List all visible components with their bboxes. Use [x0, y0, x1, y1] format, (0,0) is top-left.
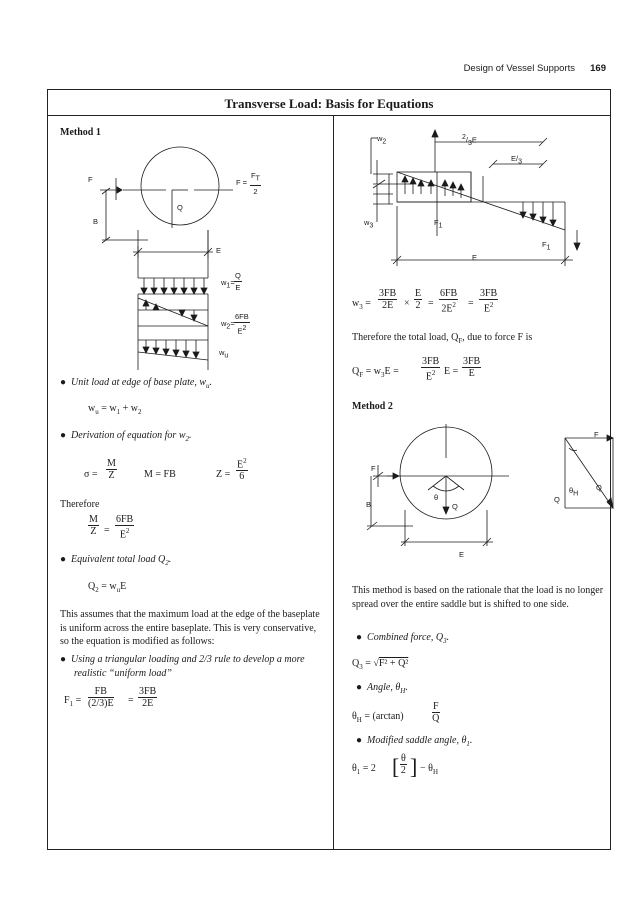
fig3-theta-label: θ: [434, 493, 439, 502]
fig1-F-eq: F =: [236, 178, 248, 187]
eq-qf-frac1: $\frac{3FB}{E^2}$: [422, 356, 440, 383]
eq-thetaH-frac: $\frac{F}{Q}$: [432, 701, 440, 724]
title-bar: [48, 90, 610, 116]
fig2-w2-label: w2: [377, 134, 387, 146]
fig1-w2-frac: $\frac{6FB}{E2}$: [235, 312, 249, 336]
eq-qf-E: E =: [444, 366, 459, 377]
fig2-F1-label: F1: [434, 218, 443, 230]
eq-Z-lhs: Z =: [216, 469, 231, 480]
page-title: Transverse Load: Basis for Equations: [224, 96, 434, 111]
fig2-E-third: E/3: [511, 154, 523, 166]
eq-w3-eq2: =: [428, 298, 434, 309]
fig3-Q-right-label: Q: [596, 483, 602, 492]
bullet-angle: ● Angle, $\theta_H$.: [356, 682, 408, 695]
fig3-F-right-label: F: [594, 430, 599, 439]
fig3-Q-left-label: Q: [554, 495, 560, 504]
eq-qf-frac2: $\frac{3FB}{E}$: [463, 356, 481, 379]
eq-MZ-frac: $\frac{M}{Z}$: [89, 514, 98, 537]
figure-method1: [48, 130, 333, 370]
fig3-B-label: B: [366, 500, 372, 509]
eq-thetaH-lhs: $\theta_H = (\arctan)$: [352, 711, 404, 724]
page-number: 169: [590, 63, 606, 74]
fig3-F-label: F: [371, 464, 376, 473]
running-title: Design of Vessel Supports: [463, 63, 575, 74]
fig1-w1-label: w1=: [221, 278, 235, 290]
bullet-unit-load: ● Unit load at edge of base plate, $w_u$.: [60, 377, 213, 390]
fig3-thetaH-label: θH: [569, 486, 579, 498]
content-frame: [47, 89, 611, 850]
eq-6FB-frac: $\frac{6FB}{E^2}$: [116, 514, 134, 541]
eq-theta1-lhs: $\theta_1 = 2$: [352, 763, 376, 776]
method1-heading: Method 1: [60, 127, 101, 138]
eq-M: M = FB: [144, 469, 176, 480]
eq-q3: $Q_3 = √F^2 + Q^2$: [352, 658, 409, 671]
fig2-w3-label: w3: [364, 218, 374, 230]
fig2-F1-right-label: F1: [542, 240, 551, 252]
eq-theta1-frac: $\frac{\theta}{2}$: [400, 753, 406, 776]
therefore-total-load: Therefore the total load, $Q_F$, due to force F is: [352, 332, 533, 345]
bullet-triangular: ● Using a triangular loading and 2/3 rule to develop a more realistic “uniform load”: [60, 654, 305, 679]
fig1-wu-label: wu: [219, 348, 229, 360]
fig1-FT-over-2: $\frac{FT}{2}$: [251, 171, 260, 196]
fig1-F-label: F: [88, 175, 93, 184]
eq-theta1-rest: − $\theta_H$: [420, 763, 438, 776]
eq-theta1-bracket-open: [: [392, 754, 400, 779]
therefore-label: Therefore: [60, 499, 100, 510]
fig3-E-label: E: [459, 550, 465, 559]
eq-MZ-equals: =: [104, 525, 110, 536]
method2-heading: Method 2: [352, 401, 393, 412]
running-header: [0, 63, 635, 77]
eq-F1-equals: =: [128, 695, 134, 706]
fig2-E-label: E: [472, 253, 478, 262]
bullet-combined-force: ● Combined force, $Q_3$.: [356, 632, 450, 645]
fig1-B-label: B: [93, 217, 99, 226]
eq-w3-lhs: $w_3$ =: [352, 298, 371, 311]
fig1-E-label: E: [216, 246, 222, 255]
eq-Z-frac: $\frac{E^2}{6}$: [237, 457, 247, 483]
eq-F1-frac1: $\frac{FB}{(2/3)E}$: [88, 686, 114, 709]
fig1-w1-frac: $\frac{Q}{E}$: [235, 271, 241, 292]
eq-sigma-lhs: σ =: [84, 469, 98, 480]
eq-w3-frac4: $\frac{3FB}{E^2}$: [480, 288, 498, 315]
paragraph-conservative: This assumes that the maximum load at the edge of the baseplate is uniform across the entire baseplate. This is very conservative, so the equation is modified as follows:: [60, 609, 320, 647]
bullet-derivation: ● Derivation of equation for $w_2$.: [60, 430, 192, 443]
fig3-Q-label: Q: [452, 502, 458, 511]
fig2-twothirds-E: 2/3E: [462, 134, 477, 147]
fig1-w2-label: w2=: [221, 319, 235, 331]
eq-w3-frac1: $\frac{3FB}{2E}$: [379, 288, 397, 311]
bullet-equivalent: ● Equivalent total load $Q_2$.: [60, 554, 172, 567]
eq-w3-frac2: $\frac{E}{2}$: [415, 288, 422, 311]
eq-w3-times: ×: [404, 298, 410, 309]
bullet-modified-angle: ● Modified saddle angle, $\theta_1$.: [356, 735, 473, 748]
eq-w3-frac3: $\frac{6FB}{2E^2}$: [440, 288, 458, 315]
fig1-Q-label: Q: [177, 203, 183, 212]
eq-F1-lhs: $F_1$ =: [64, 695, 82, 708]
eq-qf-lhs: $Q_F = w_3E$ =: [352, 366, 399, 379]
eq-F1-frac2: $\frac{3FB}{2E}$: [139, 686, 157, 709]
paragraph-rationale: This method is based on the rationale that the load is no longer spread over the entire saddle but is shifted to one side.: [352, 585, 604, 610]
eq-theta1-bracket-close: ]: [410, 754, 418, 779]
eq-q2: $Q_2 = w_uE$: [88, 581, 127, 594]
eq-w3-eq3: =: [468, 298, 474, 309]
eq-wu: $w_u = w_1 + w_2$: [88, 403, 142, 416]
eq-sigma-frac: $\frac{M}{Z}$: [107, 458, 116, 481]
